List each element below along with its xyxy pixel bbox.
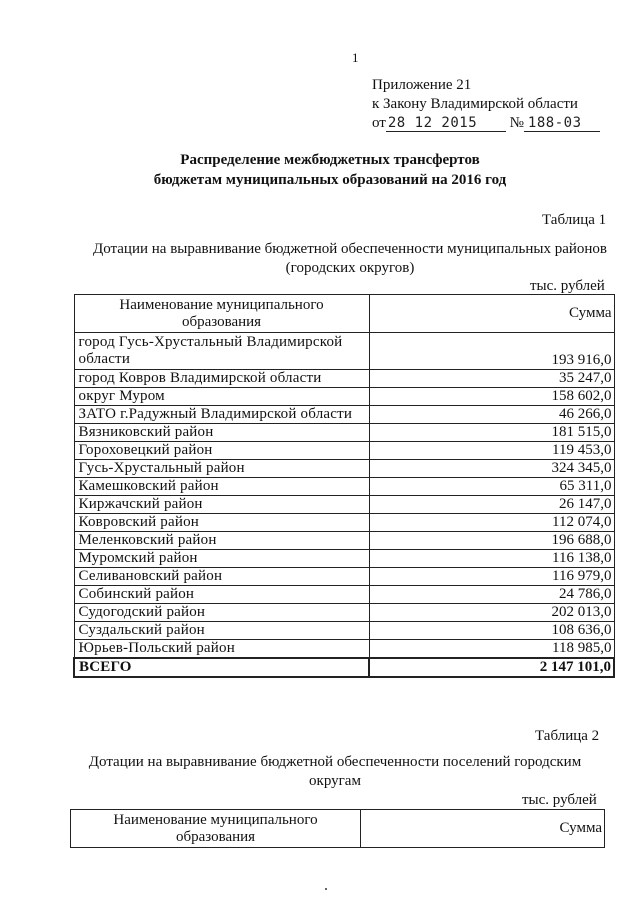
row-sum: 193 916,0 [369, 333, 614, 370]
appendix-title: Приложение 21 [372, 77, 472, 93]
row-name: Гусь-Хрустальный район [74, 460, 369, 478]
row-sum: 112 074,0 [369, 514, 614, 532]
row-sum: 65 311,0 [369, 478, 614, 496]
row-sum: 324 345,0 [369, 460, 614, 478]
date-prefix: от [372, 115, 386, 131]
row-name: Судогодский район [74, 604, 369, 622]
table-row [74, 370, 614, 388]
appendix-date-line [372, 114, 622, 133]
table-row [74, 478, 614, 496]
row-name: Вязниковский район [74, 424, 369, 442]
table1-units: тыс. рублей [530, 278, 605, 294]
row-name: Ковровский район [74, 514, 369, 532]
row-name: Камешковский район [74, 478, 369, 496]
row-name: город Ковров Владимирской области [74, 370, 369, 388]
row-name: Киржачский район [74, 496, 369, 514]
row-sum: 116 138,0 [369, 550, 614, 568]
row-sum: 24 786,0 [369, 586, 614, 604]
row-name: Юрьев-Польский район [74, 640, 369, 659]
row-sum: 202 013,0 [369, 604, 614, 622]
row-name: Селивановский район [74, 568, 369, 586]
row-name: Муромский район [74, 550, 369, 568]
row-sum: 116 979,0 [369, 568, 614, 586]
row-name: город Гусь-Хрустальный Владимирской области [74, 333, 369, 370]
table-row [74, 586, 614, 604]
table1-col-sum: Сумма [369, 295, 614, 333]
table-row [74, 532, 614, 550]
table1-heading-line1: Дотации на выравнивание бюджетной обеспеченности муниципальных районов [93, 241, 607, 257]
row-name: Меленковский район [74, 532, 369, 550]
scan-speck [325, 888, 327, 890]
row-sum: 181 515,0 [369, 424, 614, 442]
table2-heading [70, 753, 600, 791]
table1-heading [80, 240, 620, 278]
row-sum: 196 688,0 [369, 532, 614, 550]
row-name: округ Муром [74, 388, 369, 406]
appendix-law: к Закону Владимирской области [372, 96, 578, 112]
table-row [74, 442, 614, 460]
row-sum: 108 636,0 [369, 622, 614, 640]
table-row [74, 604, 614, 622]
row-name: Суздальский район [74, 622, 369, 640]
row-sum: 158 602,0 [369, 388, 614, 406]
table2-units: тыс. рублей [522, 792, 597, 808]
page-mark: 1 [352, 50, 359, 65]
row-name: ЗАТО г.Радужный Владимирской области [74, 406, 369, 424]
document-title-line1: Распределение межбюджетных трансфертов [180, 152, 480, 168]
total-sum: 2 147 101,0 [369, 658, 614, 677]
appendix-block [372, 76, 622, 133]
table-total-row [74, 658, 614, 677]
table2-heading-line2: округам [309, 773, 361, 789]
number-prefix: № [509, 115, 524, 131]
table-row [74, 406, 614, 424]
row-sum: 46 266,0 [369, 406, 614, 424]
table1-label: Таблица 1 [542, 212, 607, 228]
table2-col-sum: Сумма [361, 810, 605, 848]
table1-heading-line2: (городских округов) [285, 260, 415, 276]
table-row [74, 640, 614, 659]
table1 [73, 294, 615, 678]
row-name: Гороховецкий район [74, 442, 369, 460]
row-name: Собинский район [74, 586, 369, 604]
table2-heading-line1: Дотации на выравнивание бюджетной обеспеченности поселений городским [88, 754, 582, 770]
table-row [74, 460, 614, 478]
law-date: 28 12 2015 [386, 116, 506, 132]
table-row [74, 496, 614, 514]
table2-label: Таблица 2 [535, 728, 600, 744]
table-row [74, 514, 614, 532]
total-label: ВСЕГО [74, 658, 369, 677]
table2 [70, 809, 605, 848]
row-sum: 35 247,0 [369, 370, 614, 388]
table-row [74, 568, 614, 586]
row-sum: 119 453,0 [369, 442, 614, 460]
row-sum: 26 147,0 [369, 496, 614, 514]
table2-col-name: Наименование муниципального образования [71, 810, 361, 848]
table-row [74, 388, 614, 406]
row-sum: 118 985,0 [369, 640, 614, 659]
table-row [74, 424, 614, 442]
document-title [120, 150, 540, 190]
table-row [74, 550, 614, 568]
law-number: 188-03 [524, 116, 600, 132]
table-row [74, 622, 614, 640]
document-title-line2: бюджетам муниципальных образований на 2016 год [153, 172, 507, 188]
table1-col-name: Наименование муниципального образования [74, 295, 369, 333]
table-row [74, 333, 614, 370]
